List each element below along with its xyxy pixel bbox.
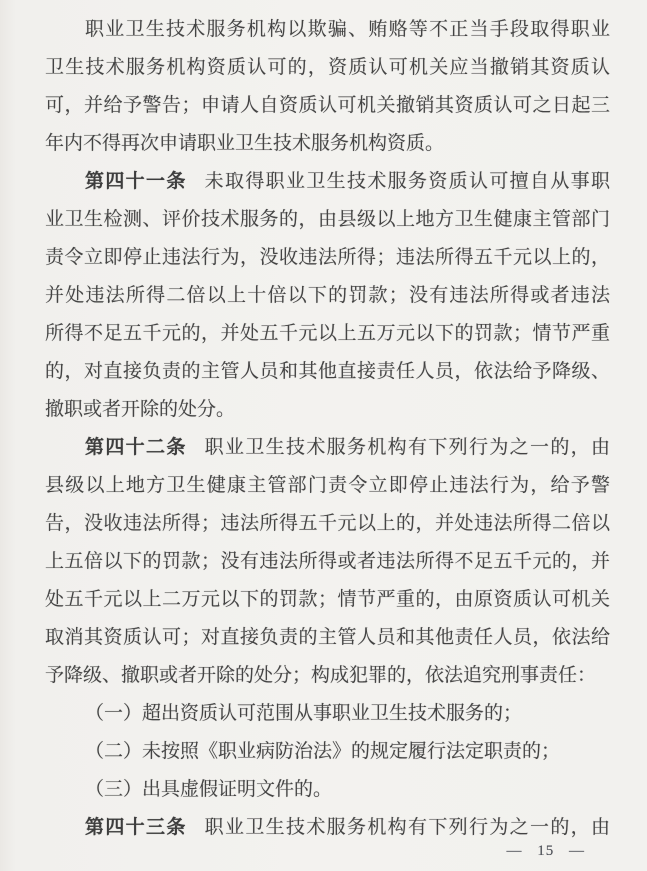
line-text: （三）出具虚假证明文件的。 (85, 779, 333, 800)
line-text: 责令立即停止违法行为，没收违法所得；违法所得五千元以上的， (45, 247, 610, 268)
paragraph-line-article-41 (45, 163, 610, 201)
line-text: （二）未按照《职业病防治法》的规定履行法定职责的； (85, 741, 561, 762)
paragraph-line (45, 201, 610, 239)
article-41-number: 第四十一条 (85, 171, 187, 192)
line-text: 的，对直接负责的主管人员和其他直接责任人员，依法给予降级、 (45, 361, 610, 382)
paragraph-line (45, 315, 610, 353)
paragraph-line (45, 87, 610, 125)
line-text: 取消其资质认可；对直接负责的主管人员和其他责任人员，依法给 (45, 627, 610, 648)
line-text: 撤职或者开除的处分。 (45, 399, 236, 420)
list-item-1 (45, 695, 610, 733)
line-text: 上五倍以下的罚款；没有违法所得或者违法所得不足五千元的，并 (45, 551, 610, 572)
line-text: 告，没收违法所得；违法所得五千元以上的，并处违法所得二倍以 (45, 513, 610, 534)
paragraph-line (45, 581, 610, 619)
line-text: 职业卫生技术服务机构有下列行为之一的，由 (204, 437, 610, 458)
line-text: 年内不得再次申请职业卫生技术服务机构资质。 (45, 133, 445, 154)
line-text: 职业卫生技术服务机构有下列行为之一的，由 (204, 817, 610, 838)
paragraph-line (45, 239, 610, 277)
paragraph-line (45, 49, 610, 87)
paragraph-line (45, 353, 610, 391)
paragraph-line (45, 391, 610, 429)
paragraph-line (45, 277, 610, 315)
article-42-number: 第四十二条 (85, 437, 187, 458)
paragraph-line (45, 11, 610, 49)
paragraph-line (45, 543, 610, 581)
paragraph-line (45, 125, 610, 163)
paragraph-line (45, 657, 610, 695)
line-text: 卫生技术服务机构资质认可的，资质认可机关应当撤销其资质认 (45, 57, 610, 78)
paragraph-line-article-42 (45, 429, 610, 467)
line-text: 并处违法所得二倍以上十倍以下的罚款；没有违法所得或者违法 (45, 285, 610, 306)
list-item-2 (45, 733, 610, 771)
page-number: — 15 — (506, 843, 585, 859)
document-body (45, 11, 610, 847)
paragraph-line (45, 467, 610, 505)
line-text: 县级以上地方卫生健康主管部门责令立即停止违法行为，给予警 (45, 475, 610, 496)
line-text: 职业卫生技术服务机构以欺骗、贿赂等不正当手段取得职业 (85, 19, 610, 40)
line-text: 未取得职业卫生技术服务资质认可擅自从事职 (204, 171, 610, 192)
line-text: 予降级、撤职或者开除的处分；构成犯罪的，依法追究刑事责任： (45, 665, 597, 686)
paragraph-line (45, 619, 610, 657)
line-text: 所得不足五千元的，并处五千元以上五万元以下的罚款；情节严重 (45, 323, 610, 344)
line-text: 处五千元以上二万元以下的罚款；情节严重的，由原资质认可机关 (45, 589, 610, 610)
line-text: 业卫生检测、评价技术服务的，由县级以上地方卫生健康主管部门 (45, 209, 610, 230)
line-text: 可，并给予警告；申请人自资质认可机关撤销其资质认可之日起三 (45, 95, 610, 116)
line-text: （一）超出资质认可范围从事职业卫生技术服务的； (85, 703, 523, 724)
article-43-number: 第四十三条 (85, 817, 187, 838)
list-item-3 (45, 771, 610, 809)
paragraph-line (45, 505, 610, 543)
